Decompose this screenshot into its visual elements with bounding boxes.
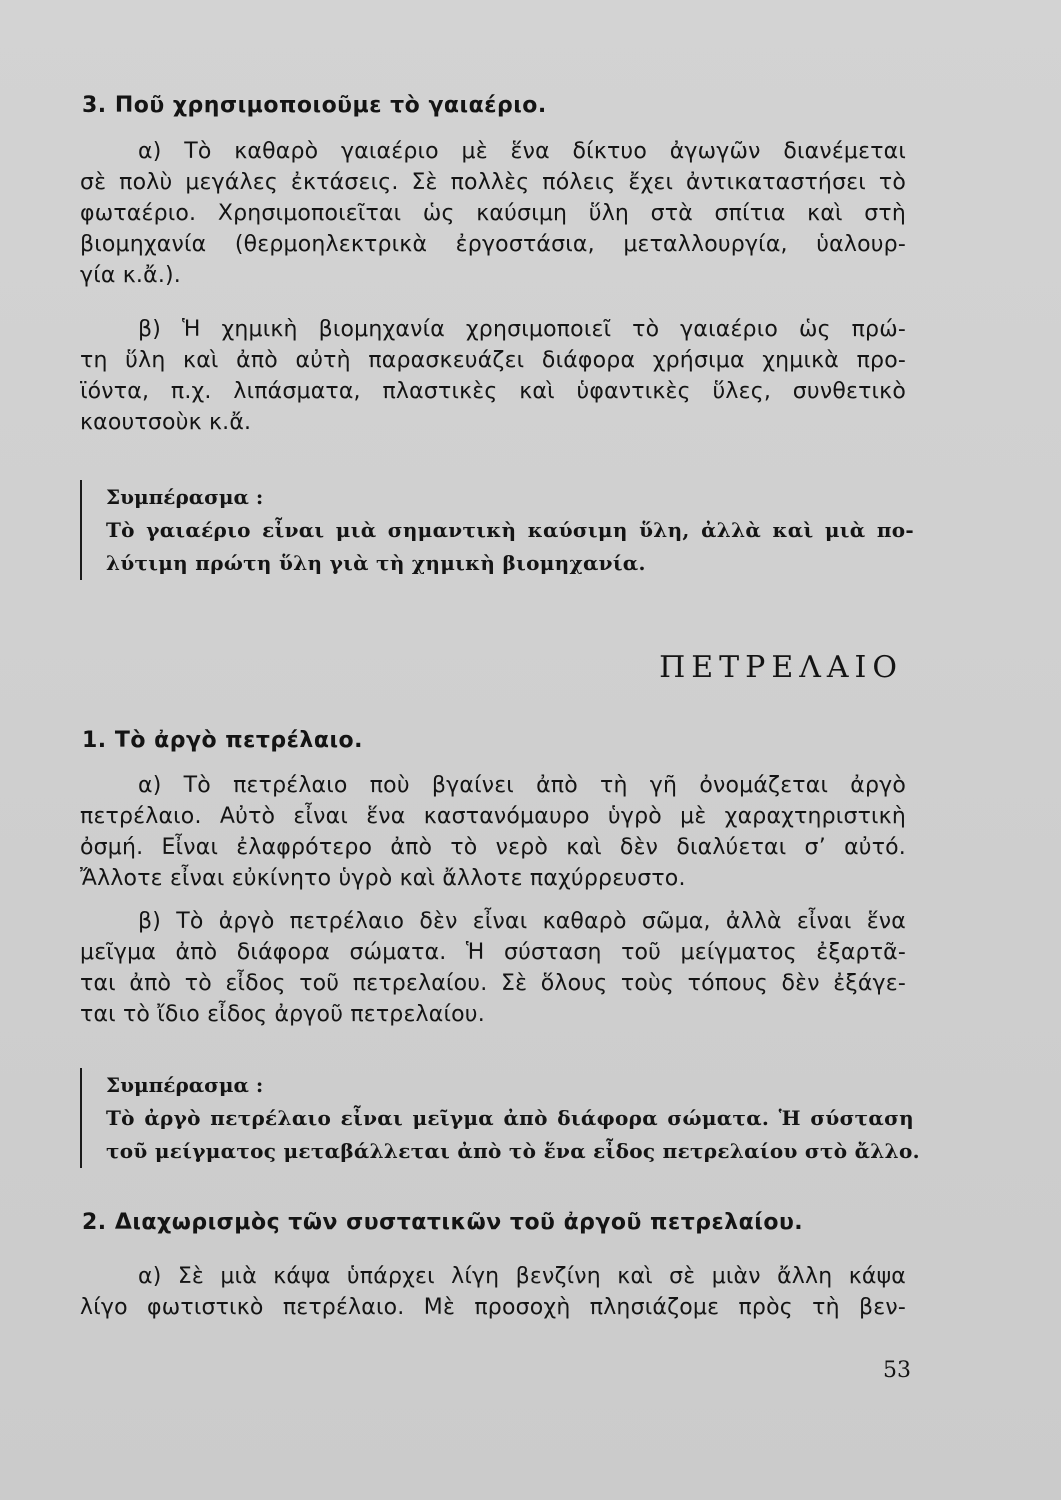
text-line: β) Ἡ χημικὴ βιομηχανία χρησιμοποιεῖ τὸ γαιαέριο ὡς πρώ-	[138, 317, 906, 342]
conclusion-line: Τὸ ἀργὸ πετρέλαιο εἶναι μεῖγμα ἀπὸ διάφορα σώματα. Ἡ σύσταση	[106, 1106, 914, 1130]
chapter-title: ΠΕΤΡΕΛΑΙΟ	[659, 650, 903, 685]
text-line: λίγο φωτιστικὸ πετρέλαιο. Μὲ προσοχὴ πλησιάζομε πρὸς τὴ βεν-	[80, 1295, 906, 1320]
section-3-paragraph-b	[80, 314, 906, 438]
text-line: Ἄλλοτε εἶναι εὐκίνητο ὑγρὸ καὶ ἄλλοτε παχύρρευστο.	[80, 866, 686, 891]
section-1-heading: 1. Τὸ ἀργὸ πετρέλαιο.	[82, 728, 363, 753]
text-line: α) Τὸ πετρέλαιο ποὺ βγαίνει ἀπὸ τὴ γῆ ὀνομάζεται ἀργὸ	[138, 773, 906, 798]
text-line: γία κ.ἄ.).	[80, 263, 181, 288]
text-line: ται ἀπὸ τὸ εἶδος τοῦ πετρελαίου. Σὲ ὅλους τοὺς τόπους δὲν ἐξάγε-	[80, 971, 906, 996]
text-line: μεῖγμα ἀπὸ διάφορα σώματα. Ἡ σύσταση τοῦ μείγματος ἐξαρτᾶ-	[80, 940, 906, 965]
section-2-paragraph-a	[80, 1261, 906, 1323]
text-line: καουτσοὺκ κ.ἄ.	[80, 410, 252, 435]
section-1-paragraph-b	[80, 906, 906, 1030]
text-line: ϊόντα, π.χ. λιπάσματα, πλαστικὲς καὶ ὑφαντικὲς ὕλες, συνθετικὸ	[80, 379, 906, 404]
section-1-paragraph-a	[80, 770, 906, 894]
text-line: φωταέριο. Χρησιμοποιεῖται ὡς καύσιμη ὕλη στὰ σπίτια καὶ στὴ	[80, 201, 906, 226]
conclusion-line: Τὸ γαιαέριο εἶναι μιὰ σημαντικὴ καύσιμη ὕλη, ἀλλὰ καὶ μιὰ πο-	[106, 518, 914, 542]
text-line: ται τὸ ἴδιο εἶδος ἀργοῦ πετρελαίου.	[80, 1002, 485, 1027]
section-3-heading: 3. Ποῦ χρησιμοποιοῦμε τὸ γαιαέριο.	[82, 93, 547, 118]
text-line: α) Σὲ μιὰ κάψα ὑπάρχει λίγη βενζίνη καὶ σὲ μιὰν ἄλλη κάψα	[138, 1264, 906, 1289]
section-3-conclusion	[80, 480, 914, 580]
section-2-heading: 2. Διαχωρισμὸς τῶν συστατικῶν τοῦ ἀργοῦ πετρελαίου.	[82, 1210, 804, 1235]
conclusion-title: Συμπέρασμα :	[106, 485, 264, 509]
text-line: βιομηχανία (θερμοηλεκτρικὰ ἐργοστάσια, μεταλλουργία, ὑαλουρ-	[80, 232, 906, 257]
text-line: σὲ πολὺ μεγάλες ἐκτάσεις. Σὲ πολλὲς πόλεις ἔχει ἀντικαταστήσει τὸ	[80, 170, 906, 195]
conclusion-title: Συμπέρασμα :	[106, 1073, 264, 1097]
text-line: α) Τὸ καθαρὸ γαιαέριο μὲ ἕνα δίκτυο ἀγωγῶν διανέμεται	[138, 139, 906, 164]
conclusion-line: τοῦ μείγματος μεταβάλλεται ἀπὸ τὸ ἕνα εἶδος πετρελαίου στὸ ἄλλο.	[106, 1139, 920, 1163]
section-3-paragraph-a	[80, 136, 906, 291]
page-number: 53	[883, 1358, 911, 1383]
conclusion-line: λύτιμη πρώτη ὕλη γιὰ τὴ χημικὴ βιομηχανία.	[106, 551, 646, 575]
text-line: τη ὕλη καὶ ἀπὸ αὐτὴ παρασκευάζει διάφορα χρήσιμα χημικὰ προ-	[80, 348, 906, 373]
section-1-conclusion	[80, 1068, 920, 1168]
text-line: ὀσμή. Εἶναι ἐλαφρότερο ἀπὸ τὸ νερὸ καὶ δὲν διαλύεται σ’ αὐτό.	[80, 835, 906, 860]
text-line: πετρέλαιο. Αὐτὸ εἶναι ἕνα καστανόμαυρο ὑγρὸ μὲ χαραχτηριστικὴ	[80, 804, 906, 829]
text-line: β) Τὸ ἀργὸ πετρέλαιο δὲν εἶναι καθαρὸ σῶμα, ἀλλὰ εἶναι ἕνα	[138, 909, 906, 934]
